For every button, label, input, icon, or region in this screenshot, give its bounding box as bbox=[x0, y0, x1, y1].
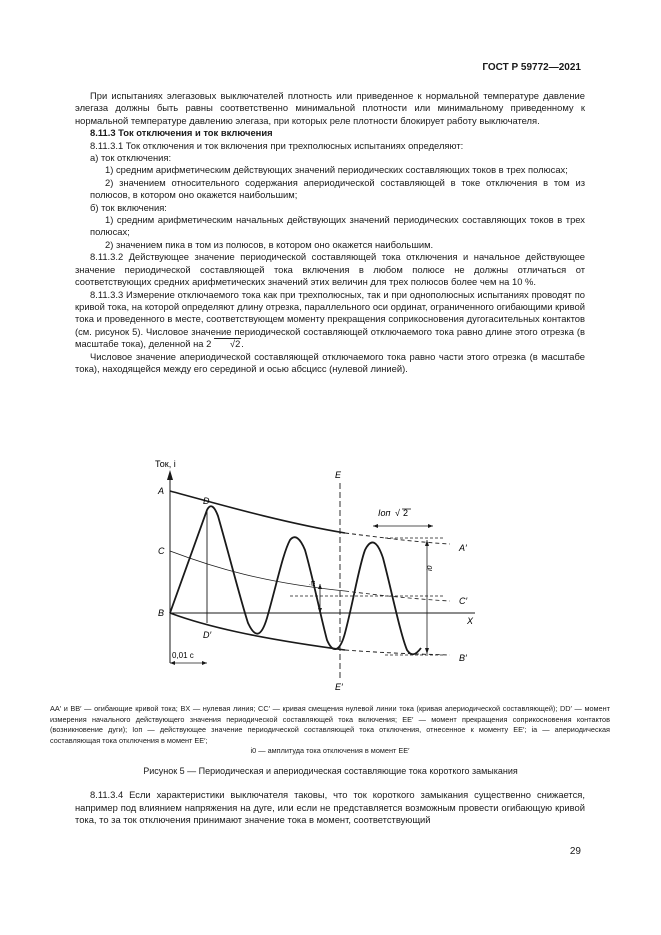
item-b1-text: 1) средним арифметическим начальных действующих значений периодических составляющих токов в трех полюсах; bbox=[90, 214, 585, 238]
item-b1 bbox=[75, 214, 585, 239]
upper-envelope bbox=[170, 491, 345, 533]
aperiodic-curve bbox=[170, 551, 345, 591]
dim-ion-arrow-left bbox=[373, 524, 378, 528]
upper-envelope-ext bbox=[345, 533, 450, 544]
body-text bbox=[75, 90, 585, 375]
y-axis-arrow bbox=[167, 470, 173, 480]
item-b2-text: 2) значением пика в том из полюсов, в котором оно окажется наибольшим. bbox=[105, 238, 434, 250]
label-d-prime: D′ bbox=[203, 630, 212, 640]
clause-8-11-3-3-text: 8.11.3.3 Измерение отключаемого тока как при трехполюсных, так и при однополюсных испытаниях проводят по кривой тока, на которой определяют длину отрезка, параллельного оси ординат, ограниченного огибающими кривой тока и проведенного в месте, соответствующем моменту прекращения соприкосновения дугогасительных контактов (см. рисунок 5). Числовое значение периодической составляющей отключаемого тока равно длине этого отрезка (в масштабе тока), деленной на 2 bbox=[75, 288, 585, 350]
clause-8-11-3-2: 8.11.3.2 Действующее значение периодической составляющей тока отключения и начальное действующее значение периодической составляющей тока включения в любом полюсе не должны отличаться от соответствующих средних арифметических значений этих величин для трех полюсов более чем на 10 %. bbox=[75, 251, 585, 288]
dim-period-arrow-right bbox=[202, 661, 207, 665]
label-ion-sqrt: 2 bbox=[403, 508, 409, 518]
item-a1-text: 1) средним арифметическим действующих значений периодических составляющих токов в трех полюсах; bbox=[105, 164, 568, 176]
label-a-prime: A′ bbox=[459, 543, 467, 553]
label-b: B bbox=[158, 608, 165, 618]
label-i0: i0 bbox=[427, 565, 434, 571]
clause-8-11-3-1: 8.11.3.1 Ток отключения и ток включения при трехполюсных испытаниях определяют: bbox=[90, 139, 464, 151]
figure-legend-last-text: i0 — амплитуда тока отключения в момент EE′ bbox=[250, 746, 410, 755]
figure-5 bbox=[145, 458, 485, 703]
sqrt-two-radicand: 2 bbox=[235, 338, 241, 350]
label-a: A bbox=[158, 486, 165, 496]
dim-ia-arrow-top bbox=[318, 584, 322, 589]
clause-8-11-3-4: 8.11.3.4 Если характеристики выключателя таковы, что ток короткого замыкания существенно снижается, например под влиянием напряжения на дуге, или если не представляется возможным провести огибающую кривой тока, то за ток отключения принимают значение тока в момент, соответствующий bbox=[75, 789, 585, 826]
figure-legend-text: AA′ и BB′ — огибающие кривой тока; BX — нулевая линия; CC′ — кривая смещения нулевой линии тока (кривая апериодической составляющей); DD′ — момент измерения начального действующего значения периодической составляющей тока включения; EE′ — момент прекращения соприкосновения контактов (возникновение дуги); Iоп — действующее значение периодической составляющей тока отключения, отнесенное к моменту EE′; iа — апериодическая составляющая тока отключения в момент EE′; bbox=[50, 704, 610, 745]
label-ion: Iоп bbox=[378, 508, 391, 518]
figure-caption: Рисунок 5 — Периодическая и апериодическая составляющие тока короткого замыкания bbox=[143, 766, 518, 776]
clause-8-11-3-3 bbox=[75, 289, 585, 351]
label-ia: ia bbox=[310, 580, 317, 586]
dim-i0-arrow-bottom bbox=[425, 648, 429, 654]
dim-period-arrow-left bbox=[170, 661, 175, 665]
lower-envelope-ext bbox=[345, 650, 450, 655]
y-axis-label: Ток, i bbox=[155, 459, 176, 469]
item-a2-text: 2) значением относительного содержания апериодической составляющей в токе отключения в том из полюсов, в котором оно окажется наибольшим; bbox=[90, 176, 585, 201]
label-c-prime: C′ bbox=[459, 596, 468, 606]
dim-i0-arrow-top bbox=[425, 540, 429, 546]
item-a: а) ток отключения: bbox=[90, 152, 172, 164]
paragraph-sf6: При испытаниях элегазовых выключателей плотность или приведенное к нормальной температуре давление элегаза должны быть равны соответственно минимальной плотности или минимальному приведенному к нормальной температуре давлению элегаза, при которых реле плотности блокирует работу выключателя. bbox=[75, 90, 585, 126]
aperiodic-paragraph: Числовое значение апериодической составляющей отключаемого тока равно части этого отрезка (в масштабе тока), находящейся между его серединой и осью абсцисс (нулевой линией). bbox=[75, 350, 585, 374]
page-number: 29 bbox=[569, 846, 581, 857]
document-header: ГОСТ Р 59772—2021 bbox=[482, 62, 581, 73]
item-a2 bbox=[75, 177, 585, 202]
label-d: D bbox=[203, 496, 210, 506]
dim-ia-arrow-bottom bbox=[318, 608, 322, 613]
label-e-prime: E′ bbox=[335, 682, 343, 692]
figure-legend bbox=[50, 704, 610, 757]
label-e: E bbox=[335, 470, 342, 480]
item-b: б) ток включения: bbox=[90, 201, 167, 213]
dim-ion-arrow-right bbox=[428, 524, 433, 528]
item-a1 bbox=[75, 164, 585, 176]
label-period: 0,01 с bbox=[172, 651, 194, 660]
lower-envelope bbox=[170, 613, 345, 650]
label-x: X bbox=[467, 616, 474, 626]
label-c: C bbox=[158, 546, 165, 556]
label-ion-root-sign: √ bbox=[395, 508, 400, 518]
section-title: 8.11.3 Ток отключения и ток включения bbox=[90, 127, 273, 139]
item-b2 bbox=[75, 239, 585, 251]
figure-legend-last bbox=[50, 746, 610, 757]
clause-8-11-3-3-end: . bbox=[241, 338, 244, 350]
sqrt-two: √2 bbox=[214, 338, 241, 349]
label-b-prime: B′ bbox=[459, 653, 467, 663]
current-diagram bbox=[145, 458, 485, 703]
